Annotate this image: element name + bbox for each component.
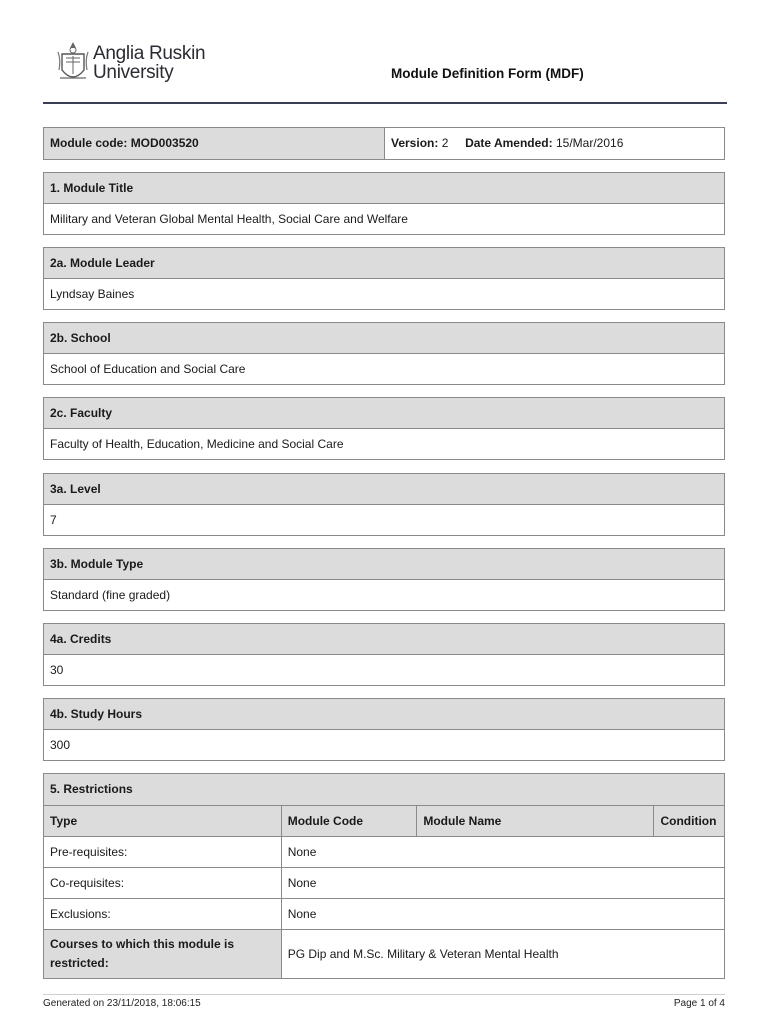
table-header-row	[44, 806, 724, 837]
university-name-line1: Anglia Ruskin	[93, 43, 206, 64]
section-module-type	[43, 548, 725, 611]
form-title: Module Definition Form (MDF)	[391, 66, 584, 81]
section-module-title	[43, 172, 725, 235]
section-value: 7	[50, 513, 57, 527]
section-value: 300	[50, 738, 71, 752]
table-row	[44, 899, 724, 930]
version-label: Version:	[391, 136, 439, 150]
table-row	[44, 837, 724, 868]
column-header-type: Type	[44, 806, 281, 837]
section-school	[43, 322, 725, 385]
section-heading: 2c. Faculty	[44, 398, 724, 429]
section-heading: 3b. Module Type	[44, 549, 724, 580]
section-faculty	[43, 397, 725, 460]
page-number: Page 1 of 4	[673, 998, 725, 1009]
module-code-value: MOD003520	[130, 136, 199, 150]
section-value: Faculty of Health, Education, Medicine and Social Care	[50, 437, 344, 451]
restriction-type: Exclusions:	[44, 899, 281, 930]
page-footer	[43, 994, 725, 1009]
module-code-box	[43, 127, 725, 160]
page-header	[43, 36, 727, 104]
university-crest-icon	[57, 40, 89, 86]
section-heading: 4b. Study Hours	[44, 699, 724, 730]
column-header-module-code: Module Code	[281, 806, 417, 837]
university-name-line2: University	[93, 62, 174, 83]
restricted-courses-value: PG Dip and M.Sc. Military & Veteran Mental Health	[281, 930, 724, 978]
restricted-courses-label: Courses to which this module is restricted:	[44, 930, 281, 978]
restriction-type: Co-requisites:	[44, 868, 281, 899]
section-heading: 1. Module Title	[44, 173, 724, 204]
version-value: 2	[441, 136, 449, 150]
column-header-condition: Condition	[654, 806, 724, 837]
section-heading: 2a. Module Leader	[44, 248, 724, 279]
table-row	[44, 868, 724, 899]
section-restrictions	[43, 773, 725, 979]
section-heading: 2b. School	[44, 323, 724, 354]
section-value: School of Education and Social Care	[50, 362, 246, 376]
section-heading: 4a. Credits	[44, 624, 724, 655]
section-credits	[43, 623, 725, 686]
section-value: Lyndsay Baines	[50, 287, 135, 301]
section-study-hours	[43, 698, 725, 761]
section-value: 30	[50, 663, 64, 677]
module-code-label: Module code:	[50, 136, 128, 150]
restriction-code: None	[281, 899, 724, 930]
module-code	[44, 128, 385, 159]
section-value: Standard (fine graded)	[50, 588, 171, 602]
section-heading: 5. Restrictions	[44, 774, 724, 805]
restrictions-table	[44, 805, 724, 978]
column-header-module-name: Module Name	[417, 806, 654, 837]
restriction-type: Pre-requisites:	[44, 837, 281, 868]
section-level	[43, 473, 725, 536]
restriction-code: None	[281, 868, 724, 899]
section-value: Military and Veteran Global Mental Health, Social Care and Welfare	[50, 212, 408, 226]
module-version-info	[385, 128, 724, 159]
section-heading: 3a. Level	[44, 474, 724, 505]
date-amended-label: Date Amended:	[465, 136, 553, 150]
section-module-leader	[43, 247, 725, 310]
date-amended-value: 15/Mar/2016	[555, 136, 624, 150]
table-row	[44, 930, 724, 978]
generated-timestamp: Generated on 23/11/2018, 18:06:15	[43, 998, 201, 1009]
restriction-code: None	[281, 837, 724, 868]
university-logo-text	[93, 44, 205, 82]
